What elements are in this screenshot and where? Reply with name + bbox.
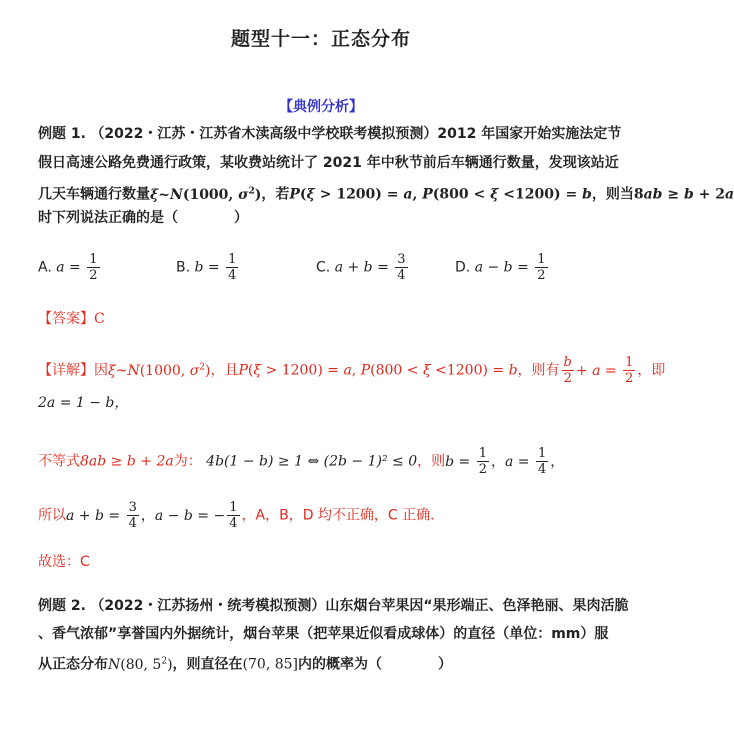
option-c-letter: C. [316,259,331,276]
detail-text-3: ，则有 [517,362,560,379]
option-c-den: 4 [397,268,406,283]
so-text: 所以 [38,507,66,524]
ex2-label: 例题 2. [38,598,86,614]
option-d [455,252,550,283]
ex2-interval: (70, 85] [242,656,298,673]
detail-dist-formula: ξ~N(1000, $\sigma^2$) [108,361,211,379]
ex1-line3-post: ，则当 [591,186,634,203]
ex2-line-2: 、香气浓郁”享誉国内外据统计，烟台苹果（把苹果近似看成球体）的直径（单位：mm）服 [38,626,609,642]
ineq-line [38,446,564,477]
option-d-letter: D. [455,259,471,276]
choose-line: 故选：C [38,554,90,570]
detail-text-4: ，即 [637,362,666,379]
option-c [316,252,410,283]
ex1-line-1 [38,124,621,144]
detail-text-2: ，且 [210,362,239,379]
ex1-line3-mid: ，若 [261,186,290,203]
answer-value: C [94,311,105,327]
ineq-chain: 4b(1 − b) ≥ 1 ⇔ (2b − 1)² ≤ 0 [206,453,418,470]
ex2-line3-pre: 从正态分布 [38,656,108,673]
option-a [38,252,102,283]
ex1-line-3 [38,181,734,205]
detail-eq-1: $\frac{b}{2}$ + a = $\frac{1}{2}$ [563,355,634,386]
ex1-source: （2022・江苏・江苏省木渎高级中学校联考模拟预测）2012 年国家开始实施法定节 [90,126,622,142]
option-d-den: 2 [537,268,546,283]
detail-text-1: 因 [94,362,108,379]
ex2-line-1 [38,596,629,616]
option-b-num: 1 [228,252,237,267]
ex1-line-2: 假日高速公路免费通行政策，某收费站统计了 2021 年中秋节前后车辆通行数量，发现该站近 [38,155,619,171]
option-b-lhs: b = [194,259,220,276]
option-b-letter: B. [176,259,191,276]
so-rest: ，A，B，D 均不正确，C 正确. [241,507,435,524]
ex1-label: 例题 1. [38,126,86,142]
detail-line-2: 2a = 1 − b， [38,395,129,411]
option-a-lhs: a = [56,259,81,276]
so-line [38,500,435,531]
ex1-ineq-formula: 8ab ≥ b + 2a [633,186,734,203]
detail-prob-formula: P(ξ > 1200) = a, P(800 < ξ <1200) = b [238,362,518,379]
ineq-expr: 8ab ≥ b + 2a [80,453,174,470]
ex1-line-4: 时下列说法正确的是（ ） [38,210,248,226]
ex1-prob-formula: P(ξ > 1200) = a, P(800 < ξ <1200) = b [289,186,592,203]
ex2-line3-mid: ，则直径在 [172,656,243,673]
ex2-text-1: （2022・江苏扬州・统考模拟预测）山东烟台苹果因“果形端正、色泽艳丽、果肉活脆 [90,598,629,614]
option-b [176,252,240,283]
ex2-line3-post: 内的概率为（ ） [298,656,452,673]
option-a-letter: A. [38,259,52,276]
ex2-line-3 [38,651,452,675]
detail-tag: 【详解】 [38,362,94,379]
option-d-num: 1 [537,252,546,267]
ineq-then: ，则 [417,453,446,470]
ineq-text: 不等式 [38,453,80,470]
answer-line [38,309,105,329]
option-a-den: 2 [89,268,98,283]
ex1-line3-pre: 几天车辆通行数量 [38,186,150,203]
so-formula: a + b = $\frac{3}{4}$ ，a − b = − $\frac{1}{4}$ [66,500,238,531]
answer-tag: 【答案】 [38,311,94,327]
option-d-lhs: a − b = [474,259,529,276]
page-title: 题型十一：正态分布 [230,28,411,50]
ex2-dist-formula: N(80, $5^2$) [108,656,173,673]
ineq-result: b = $\frac{1}{2}$ ，a = $\frac{1}{4}$ ， [445,446,565,477]
option-c-lhs: a + b = [334,259,389,276]
section-title: 【典例分析】 [279,99,363,115]
option-c-num: 3 [397,252,406,267]
option-b-den: 4 [228,268,237,283]
ex1-dist-formula: ξ~N(1000, $\sigma^2$) [150,186,262,203]
ineq-for: 为： [173,453,202,470]
option-a-num: 1 [89,252,98,267]
detail-line-1 [38,355,665,386]
